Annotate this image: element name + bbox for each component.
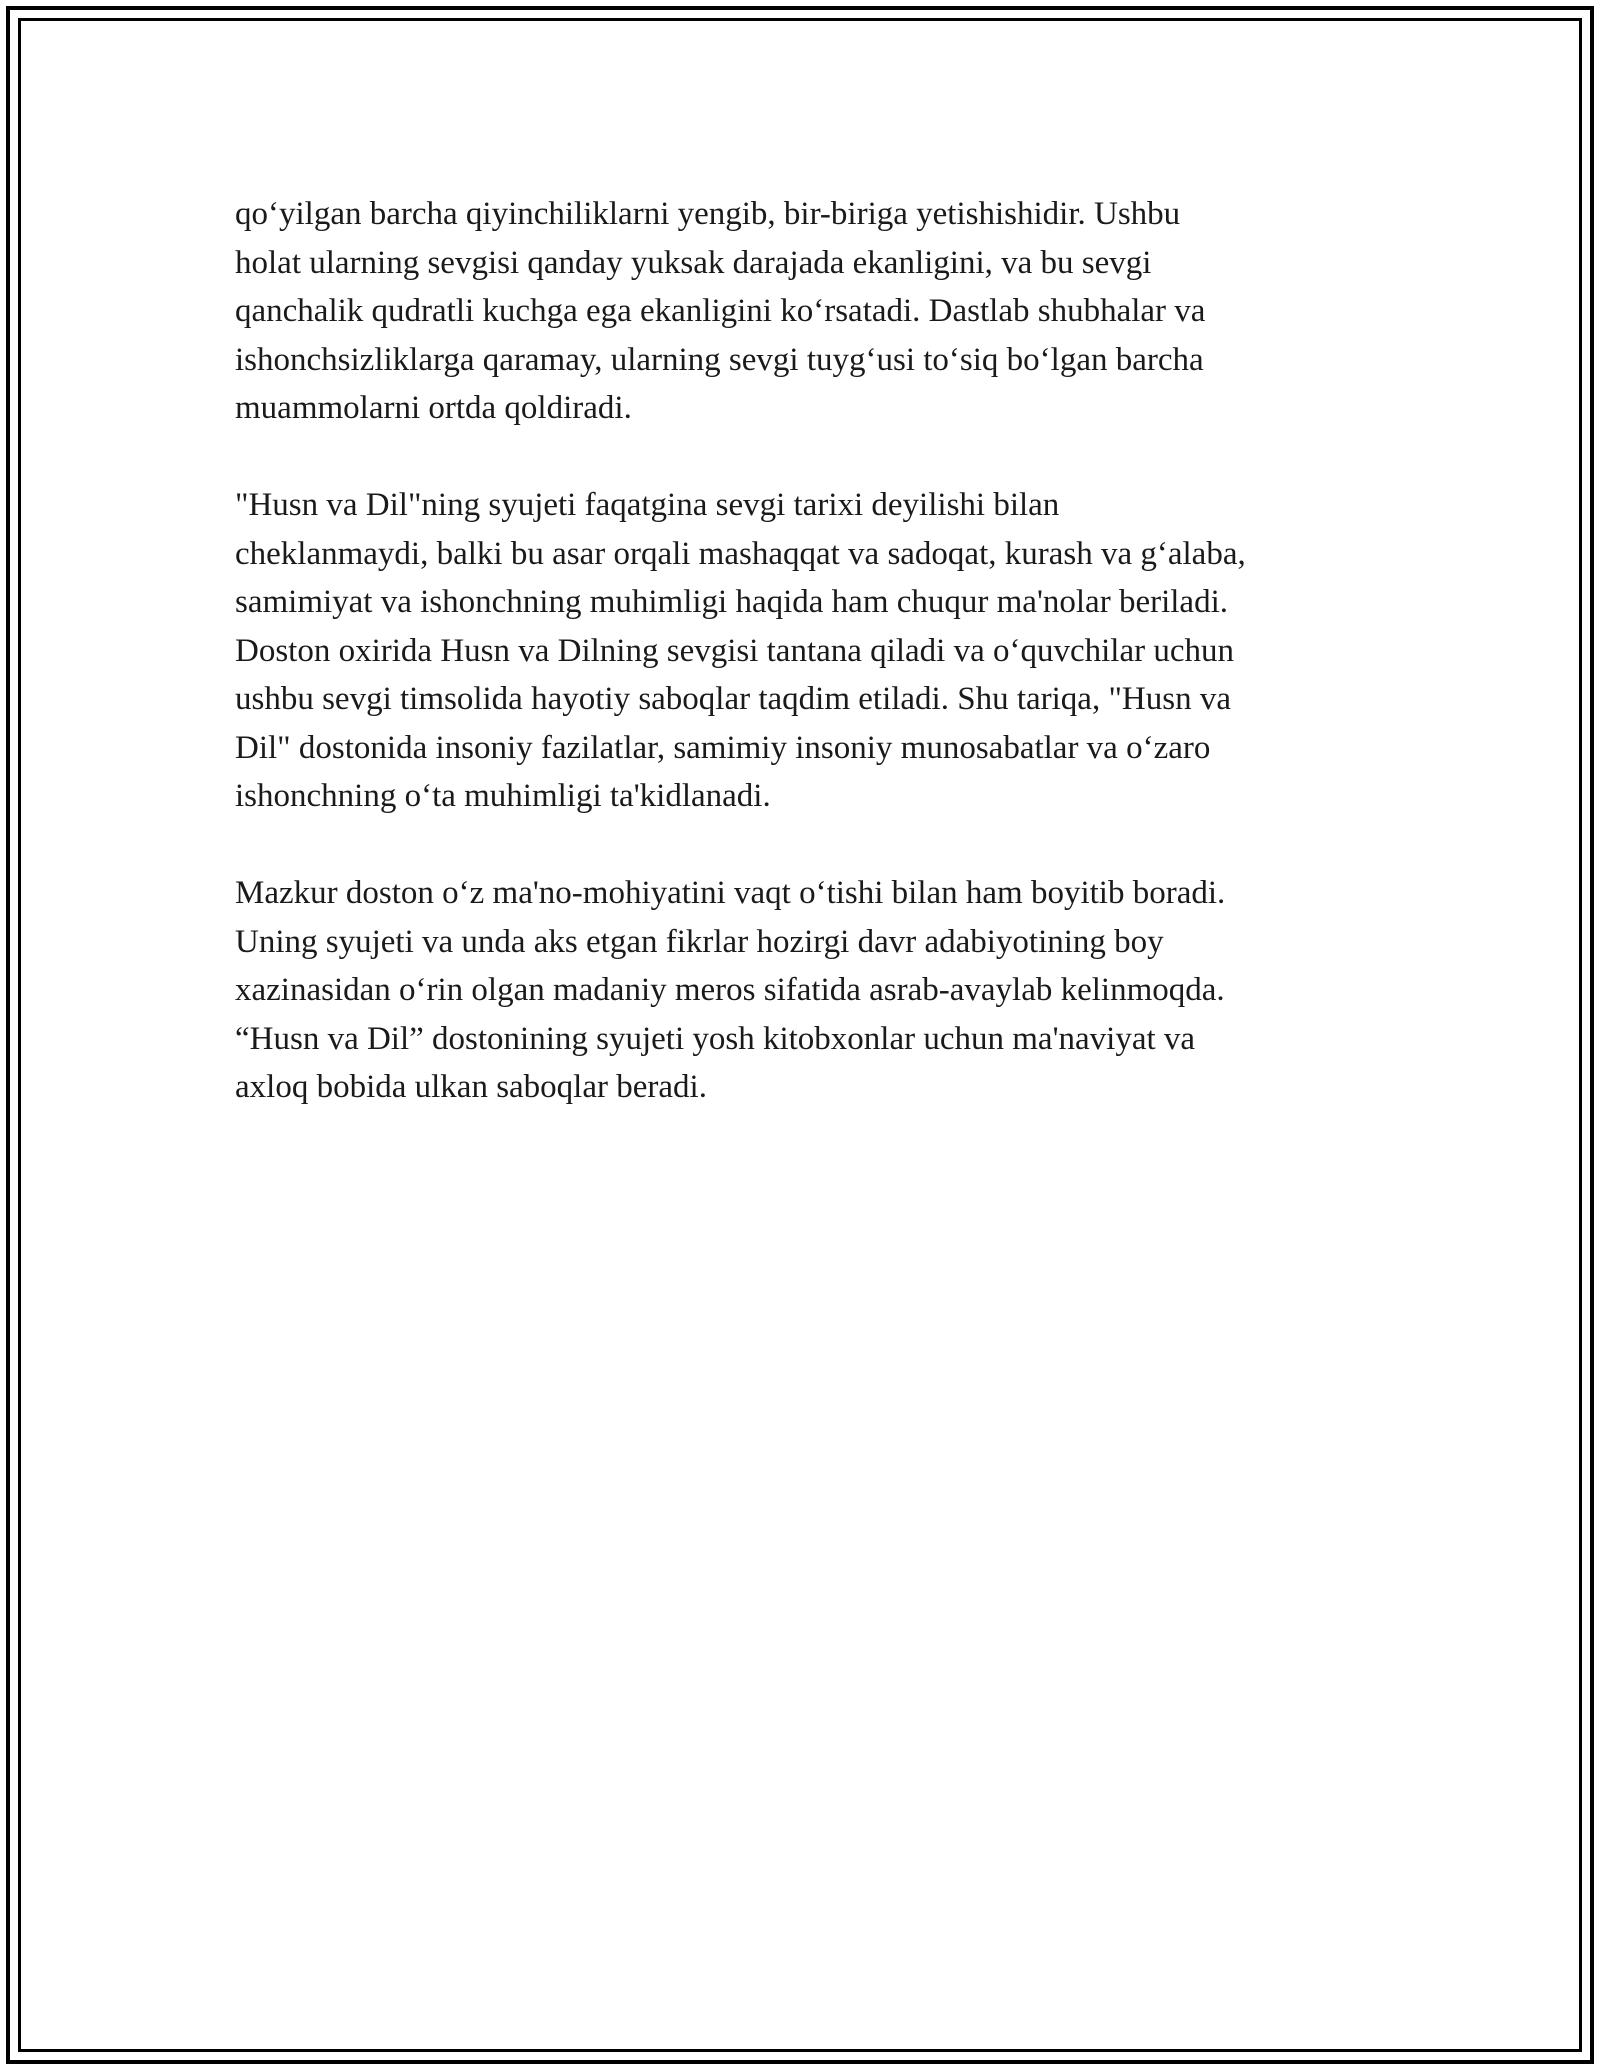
text-line: qoʻyilgan barcha qiyinchiliklarni yengib, bir-biriga yetishishidir. Ushbu: [235, 196, 1181, 232]
text-line: Mazkur doston oʻz ma'no-mohiyatini vaqt oʻtishi bilan ham boyitib boradi.: [235, 875, 1226, 911]
text-line: Doston oxirida Husn va Dilning sevgisi tantana qiladi va oʻquvchilar uchun: [235, 632, 1234, 669]
text-line: ushbu sevgi timsolida hayotiy saboqlar taqdim etiladi. Shu tariqa, "Husn va: [235, 681, 1231, 717]
text-line: axloq bobida ulkan saboqlar beradi.: [235, 1069, 707, 1105]
text-line: Dil" dostonida insoniy fazilatlar, samimiy insoniy munosabatlar va oʻzaro: [235, 729, 1211, 766]
text-line: ishonchning oʻta muhimligi ta'kidlanadi.: [235, 778, 771, 814]
text-line: "Husn va Dil"ning syujeti faqatgina sevgi tarixi deyilishi bilan: [235, 487, 1060, 523]
text-line: Uning syujeti va unda aks etgan fikrlar hozirgi davr adabiyotining boy: [235, 923, 1164, 960]
paragraph-2: [235, 481, 1415, 821]
text-line: holat ularning sevgisi qanday yuksak darajada ekanligini, va bu sevgi: [235, 244, 1152, 281]
paragraph-1: [235, 190, 1415, 433]
text-line: qanchalik qudratli kuchga ega ekanligini koʻrsatadi. Dastlab shubhalar va: [235, 293, 1206, 329]
document-body: [235, 190, 1415, 1160]
text-line: “Husn va Dil” dostonining syujeti yosh kitobxonlar uchun ma'naviyat va: [235, 1020, 1196, 1057]
text-line: ishonchsizliklarga qaramay, ularning sevgi tuygʻusi toʻsiq boʻlgan barcha: [235, 341, 1204, 378]
text-line: muammolarni ortda qoldiradi.: [235, 390, 632, 426]
text-line: cheklanmaydi, balki bu asar orqali mashaqqat va sadoqat, kurash va gʻalaba,: [235, 535, 1246, 572]
text-line: samimiyat va ishonchning muhimligi haqida ham chuqur ma'nolar beriladi.: [235, 584, 1228, 620]
text-line: xazinasidan oʻrin olgan madaniy meros sifatida asrab-avaylab kelinmoqda.: [235, 972, 1225, 1008]
paragraph-3: [235, 869, 1415, 1112]
